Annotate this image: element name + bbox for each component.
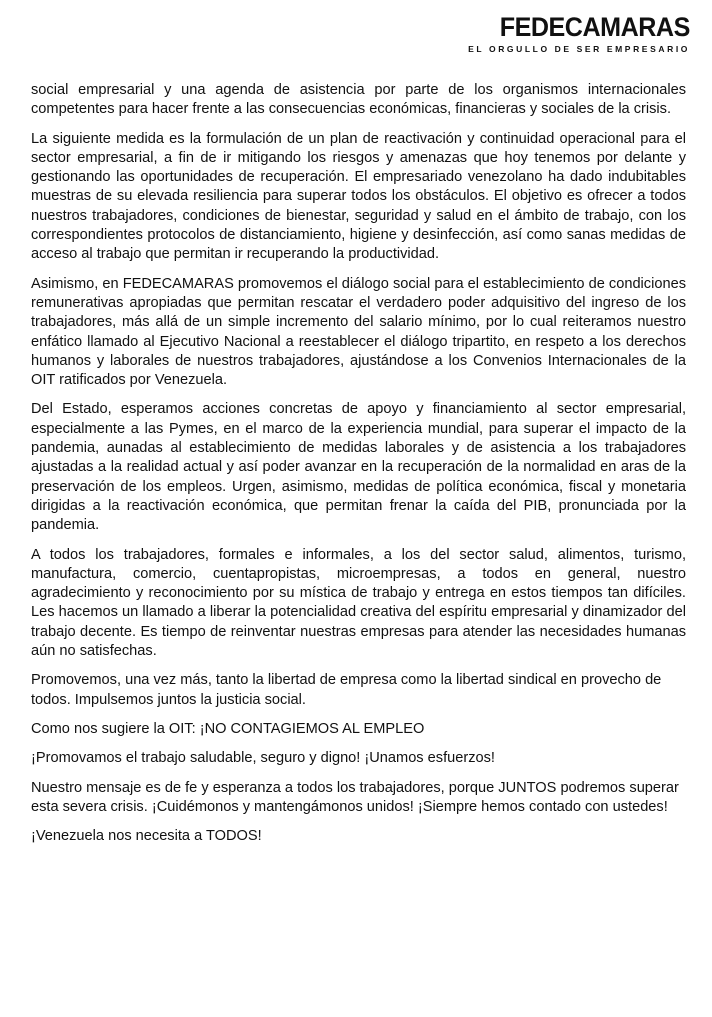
paragraph-message-hope: Nuestro mensaje es de fe y esperanza a todos los trabajadores, porque JUNTOS podremos superar esta severa crisis. ¡Cuidémonos y mantengámonos unidos! ¡Siempre hemos contado con ustedes! bbox=[31, 779, 679, 815]
document-body bbox=[31, 81, 686, 856]
paragraph-promote-work: ¡Promovamos el trabajo saludable, seguro y digno! ¡Unamos esfuerzos! bbox=[31, 750, 495, 767]
paragraph-state-actions: Del Estado, esperamos acciones concretas de apoyo y financiamiento al sector empresarial, especialmente a las Pymes, en el marco de la experiencia mundial, para superar el impacto de la pandemia, aunadas al establecimiento de medidas laborales y de asistencia a los trabajadores ajustadas a la realidad actual y así poder avanzar en la recuperación de la normalidad en aras de la preservación de los empleos. Urgen, asimismo, medidas de política económica, fiscal y monetaria dirigidas a la reactivación económica, que permitan frenar la caída del PIB, pronunciada por la pandemia. bbox=[31, 401, 686, 534]
paragraph-closing: ¡Venezuela nos necesita a TODOS! bbox=[31, 828, 262, 845]
paragraph-intro-continuation: social empresarial y una agenda de asistencia por parte de los organismos internacionales competentes para hacer frente a las consecuencias económicas, financieras y sociales de la crisis. bbox=[31, 82, 686, 118]
logo-title: FEDECAMARAS bbox=[499, 12, 690, 42]
letterhead-logo bbox=[468, 14, 690, 55]
logo-tagline: EL ORGULLO DE SER EMPRESARIO bbox=[468, 44, 690, 54]
paragraph-workers-thanks: A todos los trabajadores, formales e informales, a los del sector salud, alimentos, turismo, manufactura, comercio, cuentapropistas, microempresas, a todos en general, nuestro agradecimiento y reconocimiento por su mística de trabajo y entrega en estos tiempos tan difíciles. Les hacemos un llamado a liberar la potencialidad creativa del espíritu empresarial y dinamizador del trabajo decente. Es tiempo de reinventar nuestras empresas para atender las necesidades humanas aún no satisfechas. bbox=[31, 546, 686, 660]
paragraph-freedom: Promovemos, una vez más, tanto la libertad de empresa como la libertad sindical en provecho de todos. Impulsemos juntos la justicia social. bbox=[31, 672, 662, 708]
paragraph-social-dialogue: Asimismo, en FEDECAMARAS promovemos el diálogo social para el establecimiento de condiciones remunerativas apropiadas que permitan rescatar el verdadero poder adquisitivo del ingreso de los trabajadores, más allá de un simple incremento del salario mínimo, por lo cual reiteramos nuestro enfático llamado al Ejecutivo Nacional a reestablecer el diálogo tripartito, en respeto a los derechos humanos y laborales de nuestros trabajadores, ajustándose a los Convenios Internacionales de la OIT ratificados por Venezuela. bbox=[31, 275, 686, 389]
paragraph-oit-quote: Como nos sugiere la OIT: ¡NO CONTAGIEMOS AL EMPLEO bbox=[31, 720, 425, 737]
paragraph-reactivation-plan: La siguiente medida es la formulación de un plan de reactivación y continuidad operacional para el sector empresarial, a fin de ir mitigando los riesgos y amenazas que hoy tenemos por delante y gestionando las oportunidades de recuperación. El empresariado venezolano ha dado indubitables muestras de su elevada resiliencia para superar todos los obstáculos. El objetivo es ofrecer a todos nuestros trabajadores, condiciones de bienestar, seguridad y salud en el ámbito de trabajo, con los correspondientes protocolos de distanciamiento, higiene y desinfección, así como sanas medidas de acceso al trabajo que permitan ir recuperando la productividad. bbox=[31, 130, 686, 263]
